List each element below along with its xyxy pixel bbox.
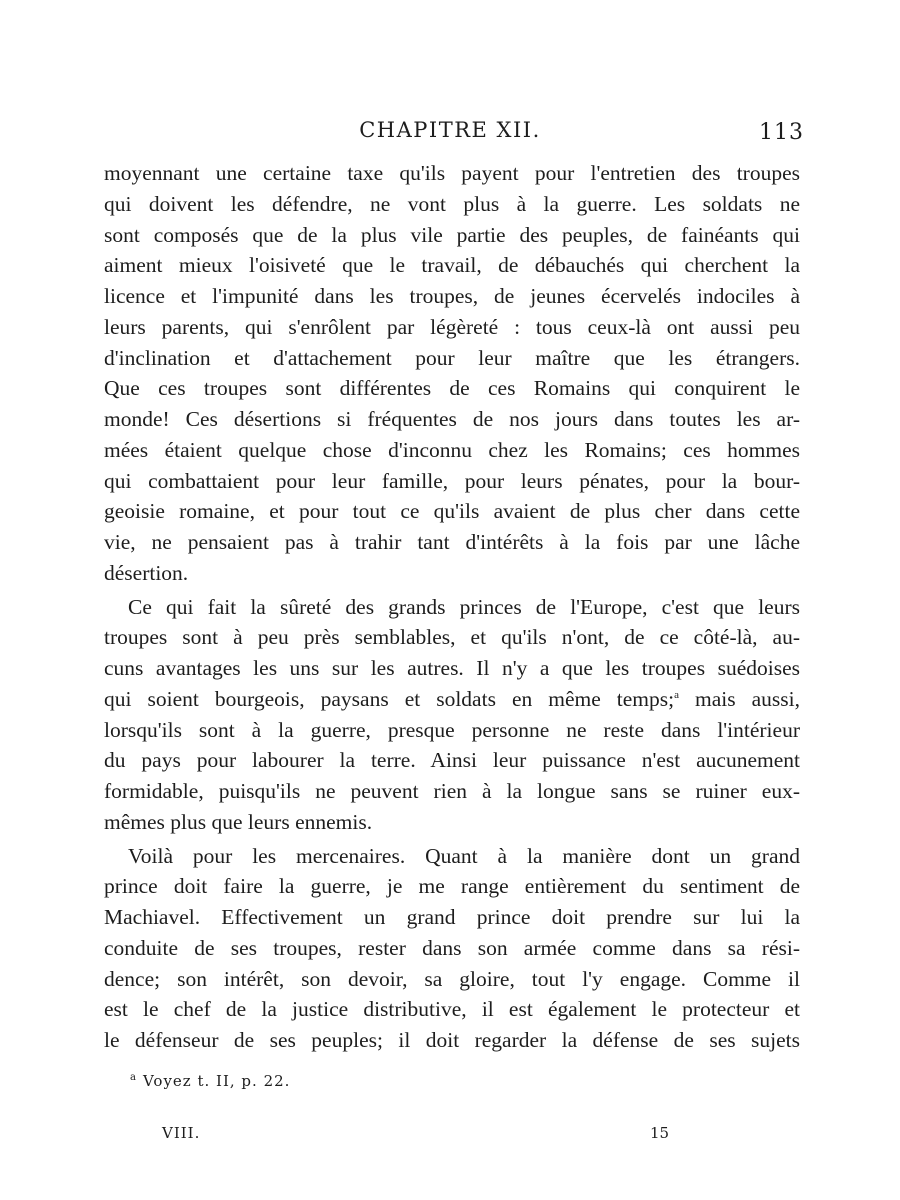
text-line: licence et l'impunité dans les troupes, de jeunes écervelés indociles à — [104, 284, 800, 308]
text-segment: qui soient bourgeois, paysans et soldats en même temps; — [104, 686, 675, 711]
body-text — [104, 158, 800, 1056]
footnote — [130, 1072, 290, 1090]
sheet-signature: 15 — [650, 1124, 670, 1142]
text-line: désertion. — [104, 560, 189, 585]
text-line: Ce qui fait la sûreté des grands princes de l'Europe, c'est que leurs — [128, 594, 800, 619]
text-line: geoisie romaine, et pour tout ce qu'ils avaient de plus cher dans cette — [104, 499, 800, 524]
text-line: qui doivent les défendre, ne vont plus à la guerre. Les soldats ne — [104, 191, 800, 216]
text-line: conduite de ses troupes, rester dans son armée comme dans sa rési- — [104, 935, 800, 960]
text-line: leurs parents, qui s'enrôlent par légèreté : tous ceux-là ont aussi peu — [104, 314, 800, 339]
page-number: 113 — [759, 120, 804, 145]
text-line: monde! Ces désertions si fréquentes de nos jours dans toutes les ar- — [104, 407, 800, 431]
paragraph-1 — [104, 158, 800, 589]
text-line: prince doit faire la guerre, je me range entièrement du sentiment de — [104, 874, 800, 899]
text-line: qui combattaient pour leur famille, pour leurs pénates, pour la bour- — [104, 468, 800, 493]
text-line: d'inclination et d'attachement pour leur maître que les étrangers. — [104, 345, 800, 370]
text-line: moyennant une certaine taxe qu'ils payent pour l'entretien des troupes — [104, 161, 800, 185]
text-line: sont composés que de la plus vile partie des peuples, de fainéants qui — [104, 222, 800, 247]
text-line: le défenseur de ses peuples; il doit regarder la défense de ses sujets — [104, 1028, 800, 1052]
text-line: troupes sont à peu près semblables, et qu'ils n'ont, de ce côté-là, au- — [104, 625, 800, 650]
footnote-text: Voyez t. II, p. 22. — [142, 1072, 291, 1090]
text-line: formidable, puisqu'ils ne peuvent rien à la longue sans se ruiner eux- — [104, 779, 800, 803]
footnote-mark: a — [130, 1072, 137, 1083]
text-line: Que ces troupes sont différentes de ces Romains qui conquirent le — [104, 376, 800, 401]
text-segment: mais aussi, — [679, 686, 801, 711]
text-line: du pays pour labourer la terre. Ainsi leur puissance n'est aucunement — [104, 748, 800, 773]
paragraph-2 — [104, 592, 800, 838]
text-line: lorsqu'ils sont à la guerre, presque personne ne reste dans l'intérieur — [104, 717, 800, 742]
text-line: mées étaient quelque chose d'inconnu chez les Romains; ces hommes — [104, 437, 800, 462]
text-line: dence; son intérêt, son devoir, sa gloire, tout l'y engage. Comme il — [104, 966, 800, 991]
chapter-heading: CHAPITRE XII. — [359, 118, 541, 142]
footnote-reference[interactable]: a — [674, 688, 680, 701]
text-line-with-footnote — [104, 684, 800, 715]
text-line: vie, ne pensaient pas à trahir tant d'intérêts à la fois par une lâche — [104, 530, 800, 554]
paragraph-3 — [104, 841, 800, 1056]
text-line: aiment mieux l'oisiveté que le travail, de débauchés qui cherchent la — [104, 253, 800, 278]
text-line: Machiavel. Effectivement un grand prince doit prendre sur lui la — [104, 905, 800, 929]
text-line: mêmes plus que leurs ennemis. — [104, 809, 373, 834]
text-line: est le chef de la justice distributive, il est également le protecteur et — [104, 997, 800, 1022]
text-line: Voilà pour les mercenaires. Quant à la manière dont un grand — [128, 843, 800, 868]
volume-signature: VIII. — [162, 1124, 201, 1142]
text-line: cuns avantages les uns sur les autres. Il n'y a que les troupes suédoises — [104, 656, 800, 680]
